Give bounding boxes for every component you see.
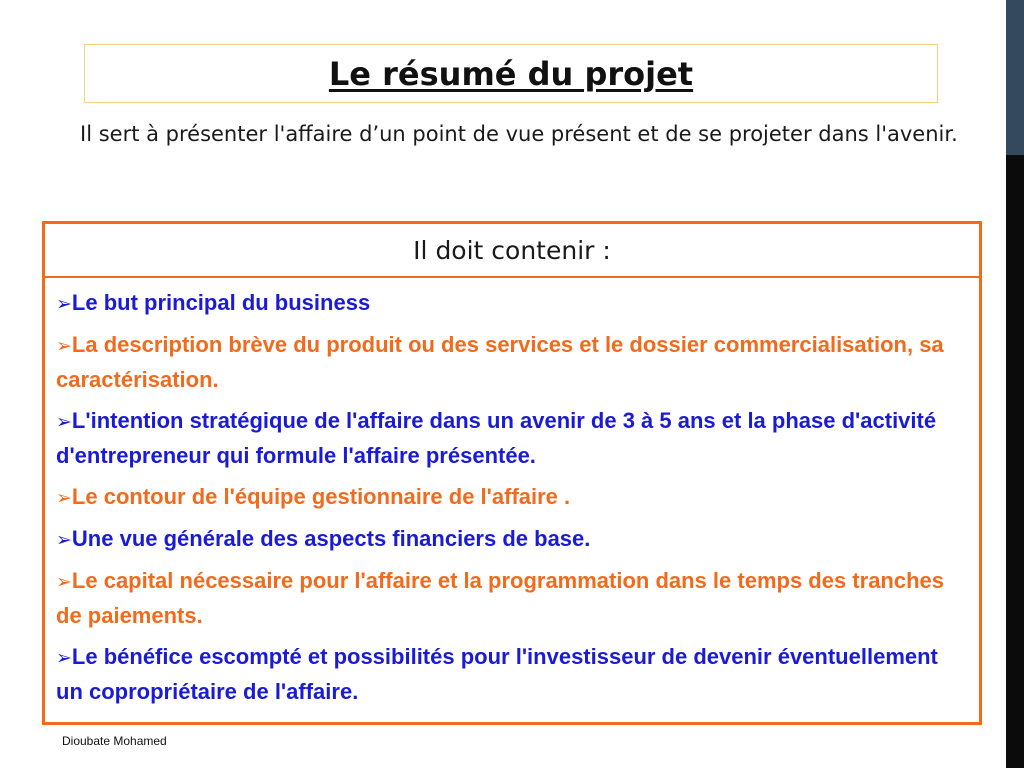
bullet-text: Une vue générale des aspects financiers de base. — [71, 526, 591, 551]
bullet-text: Le contour de l'équipe gestionnaire de l'affaire . — [71, 484, 571, 509]
bullet-text: La description brève du produit ou des services et le dossier commercialisation, sa caractérisation. — [56, 332, 944, 392]
bullet-list — [45, 278, 979, 709]
bullet-item — [56, 404, 967, 473]
arrow-bullet-icon: ➢ — [56, 411, 72, 433]
box-header-text: Il doit contenir : — [413, 235, 611, 265]
intro-text: Il sert à présenter l'affaire d’un point de vue présent et de se projeter dans l'avenir. — [80, 122, 958, 146]
content-box — [42, 221, 982, 725]
slide-title: Le résumé du projet — [328, 54, 694, 93]
bullet-item — [56, 564, 967, 633]
arrow-bullet-icon: ➢ — [56, 647, 72, 669]
author-footer: Dioubate Mohamed — [62, 734, 167, 748]
side-accent-bar-bottom — [1006, 155, 1024, 768]
arrow-bullet-icon: ➢ — [56, 529, 72, 551]
arrow-bullet-icon: ➢ — [56, 487, 72, 509]
title-box — [84, 44, 938, 103]
bullet-item — [56, 522, 967, 557]
bullet-text: Le but principal du business — [71, 290, 371, 315]
arrow-bullet-icon: ➢ — [56, 571, 72, 593]
bullet-text: Le bénéfice escompté et possibilités pour l'investisseur de devenir éventuellement un copropriétaire de l'affaire. — [56, 644, 938, 704]
box-header — [45, 224, 979, 278]
bullet-item — [56, 480, 967, 515]
bullet-text: L'intention stratégique de l'affaire dans un avenir de 3 à 5 ans et la phase d'activité d'entrepreneur qui formule l'affaire présentée. — [56, 408, 937, 468]
bullet-text: Le capital nécessaire pour l'affaire et la programmation dans le temps des tranches de paiements. — [56, 568, 945, 628]
bullet-item — [56, 328, 967, 397]
arrow-bullet-icon: ➢ — [56, 293, 72, 315]
side-accent-bar-top — [1006, 0, 1024, 155]
bullet-item — [56, 640, 967, 709]
bullet-item — [56, 286, 967, 321]
arrow-bullet-icon: ➢ — [56, 335, 72, 357]
